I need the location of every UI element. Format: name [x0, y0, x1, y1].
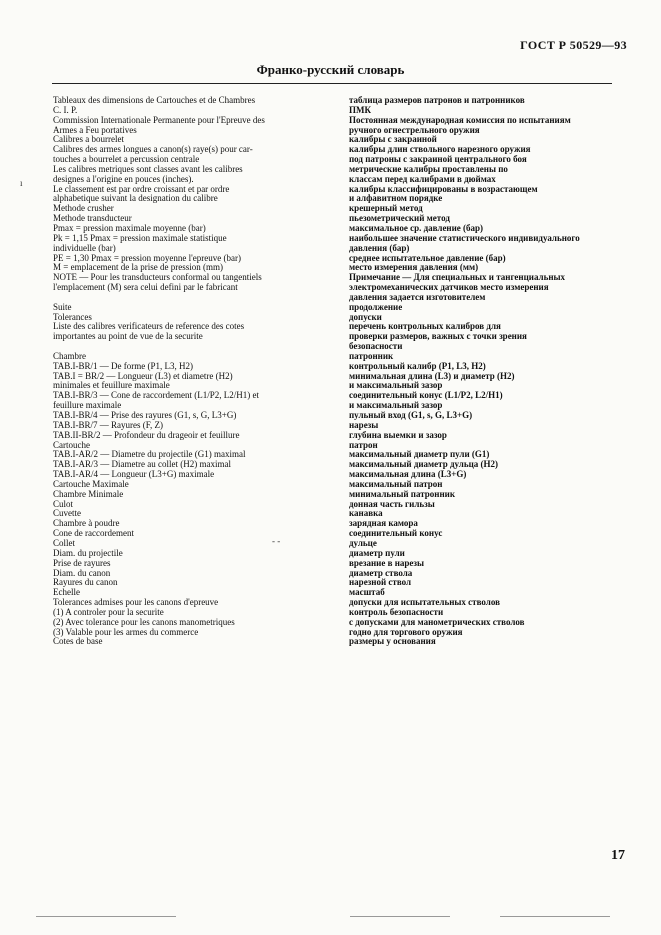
french-term-line: Cuvette — [53, 508, 81, 519]
french-term-line: Culot — [53, 498, 74, 509]
french-term-line: Chambre Minimale — [53, 488, 124, 499]
russian-term-line: под патроны с закраиной центрального боя — [349, 154, 527, 165]
russian-term-line: место измерения давления (мм) — [349, 262, 479, 273]
french-term-line: (3) Valable pour les armes du commerce — [53, 626, 199, 637]
margin-mark: ı — [20, 178, 23, 188]
french-term-line: Diam. du projectile — [53, 547, 123, 558]
russian-term-line: канавка — [349, 508, 383, 519]
french-term-line: Echelle — [53, 587, 80, 598]
russian-term-line: допуски — [349, 311, 382, 322]
french-term-line: PE = 1,30 Pmax = pression moyenne l'epreuve (bar) — [53, 252, 241, 263]
french-term-column — [53, 96, 325, 647]
russian-term-line: наибольшее значение статистического индивидуального — [349, 232, 580, 243]
russian-term-line: дульце — [349, 537, 377, 548]
russian-term-line: ПМК — [349, 104, 372, 115]
russian-term-column — [349, 96, 611, 647]
russian-term-line: крешерный метод — [349, 203, 423, 214]
french-term-line: Calibres a bourrelet — [53, 134, 124, 145]
russian-term-line: зарядная камора — [349, 518, 418, 529]
russian-term-line: нарезы — [349, 419, 379, 430]
french-term-line: TAB.I-AR/2 — Diametre du projectile (G1) maximal — [53, 449, 246, 460]
french-term-line: l'emplacement (M) sera celui defini par le fabricant — [53, 282, 238, 293]
russian-term-line: безопасности — [349, 341, 403, 352]
french-term-line: Les calibres metriques sont classes avant les calibres — [53, 163, 243, 174]
french-term-line: Chambre à poudre — [53, 518, 120, 529]
french-term-line: Rayures du canon — [53, 577, 118, 588]
french-term-line: TAB.I-BR/1 — De forme (P1, L3, H2) — [53, 360, 194, 371]
russian-term-line: максимальный патрон — [349, 478, 443, 489]
french-term-line: (1) A controler pour la securite — [53, 606, 164, 617]
russian-term-line: пьезометрический метод — [349, 213, 450, 224]
russian-term-line: калибры классифицированы в возрастающем — [349, 183, 538, 194]
russian-term-line: и максимальный зазор — [349, 380, 443, 391]
french-term-line: Liste des calibres verificateurs de reference des cotes — [53, 321, 245, 332]
french-term-line: Commission Internationale Permanente pour l'Epreuve des — [53, 114, 265, 125]
russian-term-line: допуски для испытательных стволов — [349, 597, 500, 608]
russian-term-line: пульный вход (G1, s, G, L3+G) — [349, 410, 473, 420]
russian-term-line: классам перед калибрами в дюймах — [349, 173, 496, 184]
french-term-line: importantes au point de vue de la securite — [53, 331, 203, 342]
french-term-line: Cone de raccordement — [53, 528, 134, 539]
russian-term-line: донная часть гильзы — [349, 498, 435, 509]
french-term-line: Le classement est par ordre croissant et par ordre — [53, 183, 230, 194]
french-term-line: minimales et feuillure maximale — [53, 380, 170, 391]
french-term-line: TAB.I-AR/4 — Longueur (L3+G) maximale — [53, 469, 215, 480]
russian-term-line: максимальный диаметр пули (G1) — [349, 449, 490, 460]
french-term-line: TAB.I-BR/4 — Prise des rayures (G1, s, G, L3+G) — [53, 410, 237, 420]
french-term-line: TAB.II-BR/2 — Profondeur du drageoir et feuillure — [53, 429, 240, 440]
russian-term-line: контроль безопасности — [349, 606, 444, 617]
russian-term-line: размеры у основания — [349, 636, 436, 647]
french-term-line: alphabetique suivant la designation du calibre — [53, 193, 218, 204]
russian-term-line: диаметр ствола — [349, 567, 413, 578]
french-term-line: (2) Avec tolerance pour les canons manometriques — [53, 616, 235, 627]
russian-term-line: максимальное ср. давление (бар) — [349, 222, 484, 233]
french-term-line: TAB.I-BR/3 — Cone de raccordement (L1/P2, L2/H1) et — [53, 390, 259, 401]
french-term-line: NOTE — Pour les transducteurs conformal ou tangentiels — [53, 272, 262, 283]
russian-term-line: Постоянная международная комиссия по испытаниям — [349, 114, 571, 125]
russian-term-line: калибры длин ствольного нарезного оружия — [349, 144, 531, 155]
french-term-line: TAB.I = BR/2 — Longueur (L3) et diametre (H2) — [53, 370, 233, 381]
russian-term-line: минимальная длина (L3) и диаметр (H2) — [349, 370, 515, 381]
russian-term-line: соединительный конус (L1/P2, L2/H1) — [349, 390, 503, 401]
french-term-line: feuillure maximale — [53, 400, 122, 411]
russian-term-line: продолжение — [349, 301, 403, 312]
russian-term-line: нарезной ствол — [349, 577, 412, 588]
french-term-line: Diam. du canon — [53, 567, 111, 578]
standard-number: ГОСТ Р 50529—93 — [520, 38, 627, 52]
french-term-line: Calibres des armes longues a canon(s) raye(s) pour car- — [53, 144, 253, 155]
french-term-line: Tolerances — [53, 311, 92, 322]
russian-term-line: масштаб — [349, 587, 385, 598]
french-term-line: Collet — [53, 537, 75, 548]
french-term-line — [53, 293, 325, 303]
footer-rule-mid — [350, 916, 450, 917]
russian-term-line: диаметр пули — [349, 547, 405, 558]
russian-term-line: таблица размеров патронов и патронников — [349, 95, 525, 105]
russian-term-line: врезание в нарезы — [349, 557, 425, 568]
russian-term-line: Примечание — Для специальных и тангенциальных — [349, 272, 566, 283]
russian-term-line: минимальный патронник — [349, 488, 456, 499]
french-term-line: Prise de rayures — [53, 557, 111, 568]
russian-term-line: калибры с закраиной — [349, 134, 437, 145]
french-term-line: Armes a Feu portatives — [53, 124, 137, 135]
french-term-line: designes a l'origine en pouces (inches). — [53, 173, 194, 184]
russian-term-line: давления задается изготовителем — [349, 291, 486, 302]
french-term-line: Suite — [53, 301, 72, 312]
russian-term-line: максимальная длина (L3+G) — [349, 469, 467, 480]
french-term-line — [53, 342, 325, 352]
russian-term-line: электромеханических датчиков место измерения — [349, 282, 549, 293]
russian-term-line: и алфавитном порядке — [349, 193, 443, 204]
french-term-line: individuelle (bar) — [53, 242, 116, 253]
page-number: 17 — [611, 848, 625, 863]
russian-term-line: проверки размеров, важных с точки зрения — [349, 331, 527, 342]
french-term-line: Chambre — [53, 350, 86, 361]
french-term-line: TAB.I-AR/3 — Diametre au collet (H2) maximal — [53, 459, 231, 470]
french-term-line: C. I. P. — [53, 104, 78, 115]
french-term-line: Cotes de base — [53, 636, 103, 647]
french-term-line: Tableaux des dimensions de Cartouches et de Chambres — [53, 95, 256, 105]
footer-rule-left — [36, 916, 176, 917]
russian-term-line: давления (бар) — [349, 242, 410, 253]
russian-term-line: перечень контрольных калибров для — [349, 321, 501, 332]
russian-term-line: максимальный диаметр дульца (H2) — [349, 459, 499, 470]
russian-term-line: патронник — [349, 350, 394, 361]
russian-term-line: патрон — [349, 439, 378, 450]
french-term-line: TAB.I-BR/7 — Rayures (F, Z) — [53, 419, 164, 430]
french-term-line: Methode transducteur — [53, 213, 132, 224]
russian-term-line: соединительный конус — [349, 528, 443, 539]
russian-term-line: метрические калибры проставлены по — [349, 163, 508, 174]
french-term-line: Pk = 1,15 Pmax = pression maximale statistique — [53, 232, 227, 243]
scan-mark: - - — [272, 536, 281, 546]
russian-term-line: среднее испытательное давление (бар) — [349, 252, 506, 263]
russian-term-line: глубина выемки и зазор — [349, 429, 447, 440]
russian-term-line: контрольный калибр (P1, L3, H2) — [349, 360, 486, 371]
french-term-line: Methode crusher — [53, 203, 114, 214]
russian-term-line: с допусками для манометрических стволов — [349, 616, 525, 627]
page-title: Франко-русский словарь — [256, 62, 405, 77]
footer-rule-right — [500, 916, 610, 917]
french-term-line: Cartouche — [53, 439, 90, 450]
french-term-line: touches a bourrelet a percussion centrale — [53, 154, 200, 165]
russian-term-line: годно для торгового оружия — [349, 626, 463, 637]
russian-term-line: ручного огнестрельного оружия — [349, 124, 480, 135]
french-term-line: M = emplacement de la prise de pression (mm) — [53, 262, 224, 273]
french-term-line: Pmax = pression maximale moyenne (bar) — [53, 222, 206, 233]
header-rule — [52, 83, 612, 84]
russian-term-line: и максимальный зазор — [349, 400, 443, 411]
french-term-line: Tolerances admises pour les canons d'epreuve — [53, 597, 219, 608]
french-term-line: Cartouche Maximale — [53, 478, 129, 489]
